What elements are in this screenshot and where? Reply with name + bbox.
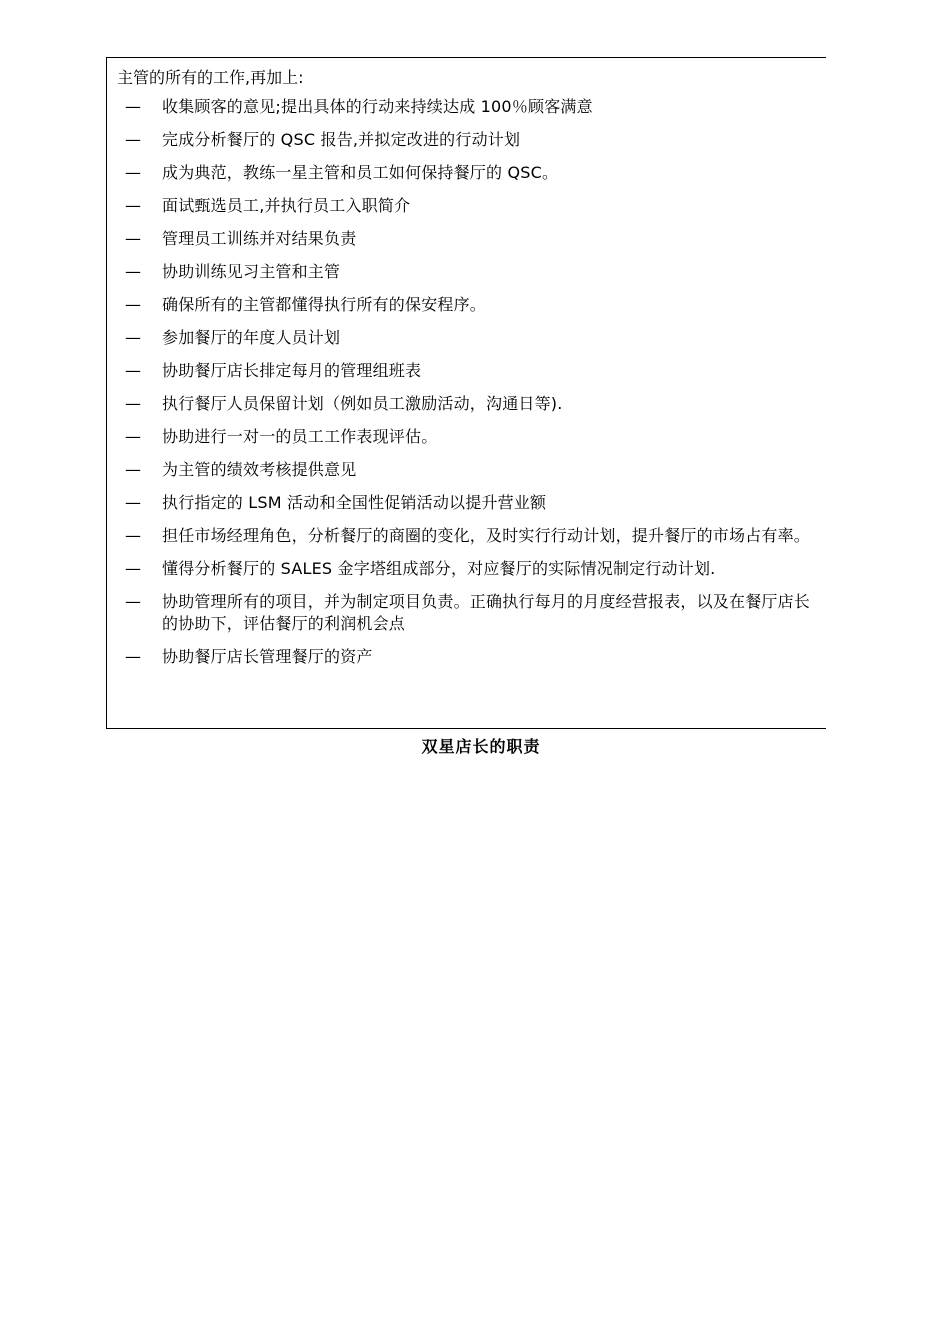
duty-text: 成为典范，教练一星主管和员工如何保持餐厅的 QSC。 xyxy=(162,163,559,182)
duty-text: 参加餐厅的年度人员计划 xyxy=(162,328,341,347)
dash-bullet: — xyxy=(125,196,141,215)
duty-item xyxy=(107,646,827,668)
duty-item xyxy=(107,360,827,382)
duty-item xyxy=(107,162,827,184)
duty-item xyxy=(107,96,827,118)
dash-bullet: — xyxy=(125,526,141,545)
dash-bullet: — xyxy=(125,163,141,182)
duty-item xyxy=(107,228,827,250)
duties-box xyxy=(106,57,826,729)
duty-item xyxy=(107,393,827,415)
duty-text: 完成分析餐厅的 QSC 报告,并拟定改进的行动计划 xyxy=(162,130,521,149)
duty-item xyxy=(107,558,827,580)
duty-text: 协助训练见习主管和主管 xyxy=(162,262,341,281)
dash-bullet: — xyxy=(125,592,141,611)
dash-bullet: — xyxy=(125,130,141,149)
duty-text: 懂得分析餐厅的 SALES 金字塔组成部分，对应餐厅的实际情况制定行动计划. xyxy=(162,559,716,578)
dash-bullet: — xyxy=(125,262,141,281)
duty-item xyxy=(107,261,827,283)
duty-text: 协助餐厅店长管理餐厅的资产 xyxy=(162,647,373,666)
duty-text: 担任市场经理角色，分析餐厅的商圈的变化，及时实行行动计划，提升餐厅的市场占有率。 xyxy=(162,526,811,545)
duty-item xyxy=(107,426,827,448)
dash-bullet: — xyxy=(125,493,141,512)
duty-text: 协助餐厅店长排定每月的管理组班表 xyxy=(162,361,422,380)
duty-text: 收集顾客的意见;提出具体的行动来持续达成 100％顾客满意 xyxy=(162,97,593,116)
document-caption: 双星店长的职责 xyxy=(421,737,541,756)
duty-text: 协助进行一对一的员工工作表现评估。 xyxy=(162,427,438,446)
dash-bullet: — xyxy=(125,328,141,347)
duty-text: 执行指定的 LSM 活动和全国性促销活动以提升营业额 xyxy=(162,493,547,512)
duty-text: 执行餐厅人员保留计划（例如员工激励活动，沟通日等). xyxy=(162,394,563,413)
duty-item xyxy=(107,492,827,514)
dash-bullet: — xyxy=(125,394,141,413)
duty-item xyxy=(107,591,827,635)
duty-item xyxy=(107,327,827,349)
duty-item xyxy=(107,294,827,316)
dash-bullet: — xyxy=(125,427,141,446)
dash-bullet: — xyxy=(125,559,141,578)
duty-item xyxy=(107,129,827,151)
duty-text: 面试甄选员工,并执行员工入职简介 xyxy=(162,196,411,215)
dash-bullet: — xyxy=(125,97,141,116)
dash-bullet: — xyxy=(125,229,141,248)
dash-bullet: — xyxy=(125,460,141,479)
duty-text: 管理员工训练并对结果负责 xyxy=(162,229,357,248)
dash-bullet: — xyxy=(125,361,141,380)
duty-item xyxy=(107,195,827,217)
dash-bullet: — xyxy=(125,647,141,666)
dash-bullet: — xyxy=(125,295,141,314)
intro-text: 主管的所有的工作,再加上: xyxy=(117,68,304,87)
duty-item xyxy=(107,459,827,481)
duty-text: 为主管的绩效考核提供意见 xyxy=(162,460,357,479)
duty-text: 确保所有的主管都懂得执行所有的保安程序。 xyxy=(162,295,487,314)
duty-text: 协助管理所有的项目，并为制定项目负责。正确执行每月的月度经营报表，以及在餐厅店长的协助下，评估餐厅的利润机会点 xyxy=(162,592,811,633)
duty-item xyxy=(107,525,827,547)
duty-list xyxy=(107,96,827,679)
